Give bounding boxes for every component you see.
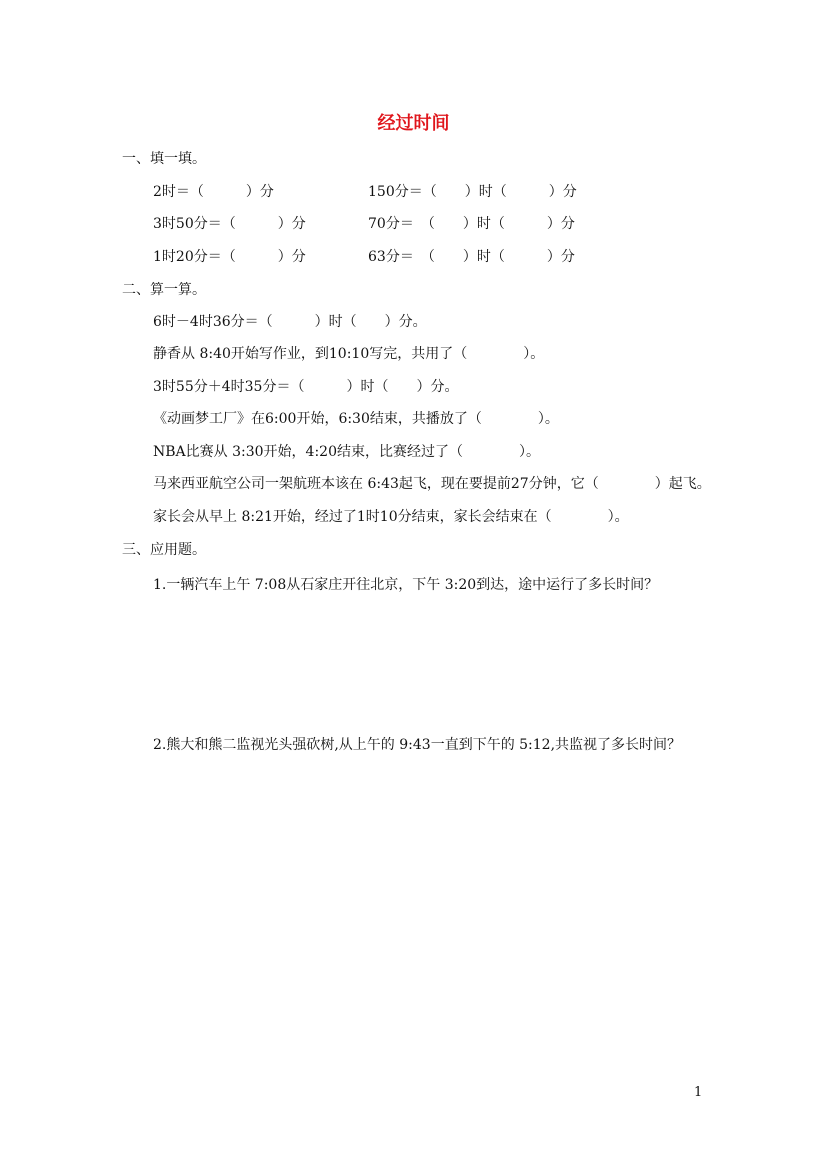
- fill-in-question: 2时＝（ ）分: [153, 184, 274, 200]
- calc-question: 《动画梦工厂》在6:00开始，6:30结束，共播放了（ ）。: [153, 411, 559, 427]
- section-heading-word-problems: 三、应用题。: [122, 542, 206, 558]
- word-problem: 1.一辆汽车上午 7:08从石家庄开往北京，下午 3:20到达，途中运行了多长时间？: [153, 577, 659, 593]
- fill-in-question: 150分＝（ ）时（ ）分: [368, 184, 577, 200]
- calc-question: 马来西亚航空公司一架航班本该在 6:43起飞，现在要提前27分钟，它（ ）起飞。: [153, 476, 711, 492]
- page-title: 经过时间: [377, 113, 450, 134]
- calc-question: 3时55分＋4时35分＝（ ）时（ ）分。: [153, 379, 459, 395]
- section-heading-calculate: 二、算一算。: [122, 282, 206, 298]
- word-problem: 2.熊大和熊二监视光头强砍树,从上午的 9:43一直到下午的 5:12,共监视了多长时间？: [153, 737, 682, 753]
- fill-in-question: 3时50分＝（ ）分: [153, 216, 306, 232]
- fill-in-question: 63分＝ （ ）时（ ）分: [368, 249, 575, 265]
- calc-question: NBA比赛从 3:30开始，4:20结束，比赛经过了（ ）。: [153, 444, 540, 460]
- section-heading-fill-in: 一、填一填。: [122, 151, 206, 167]
- calc-question: 家长会从早上 8:21开始，经过了1时10分结束，家长会结束在（ ）。: [153, 509, 629, 525]
- calc-question: 静香从 8:40开始写作业，到10:10写完，共用了（ ）。: [153, 346, 545, 362]
- page-number: 1: [694, 1085, 703, 1100]
- fill-in-question: 70分＝ （ ）时（ ）分: [368, 216, 575, 232]
- fill-in-question: 1时20分＝（ ）分: [153, 249, 306, 265]
- calc-question: 6时－4时36分＝（ ）时（ ）分。: [153, 314, 427, 330]
